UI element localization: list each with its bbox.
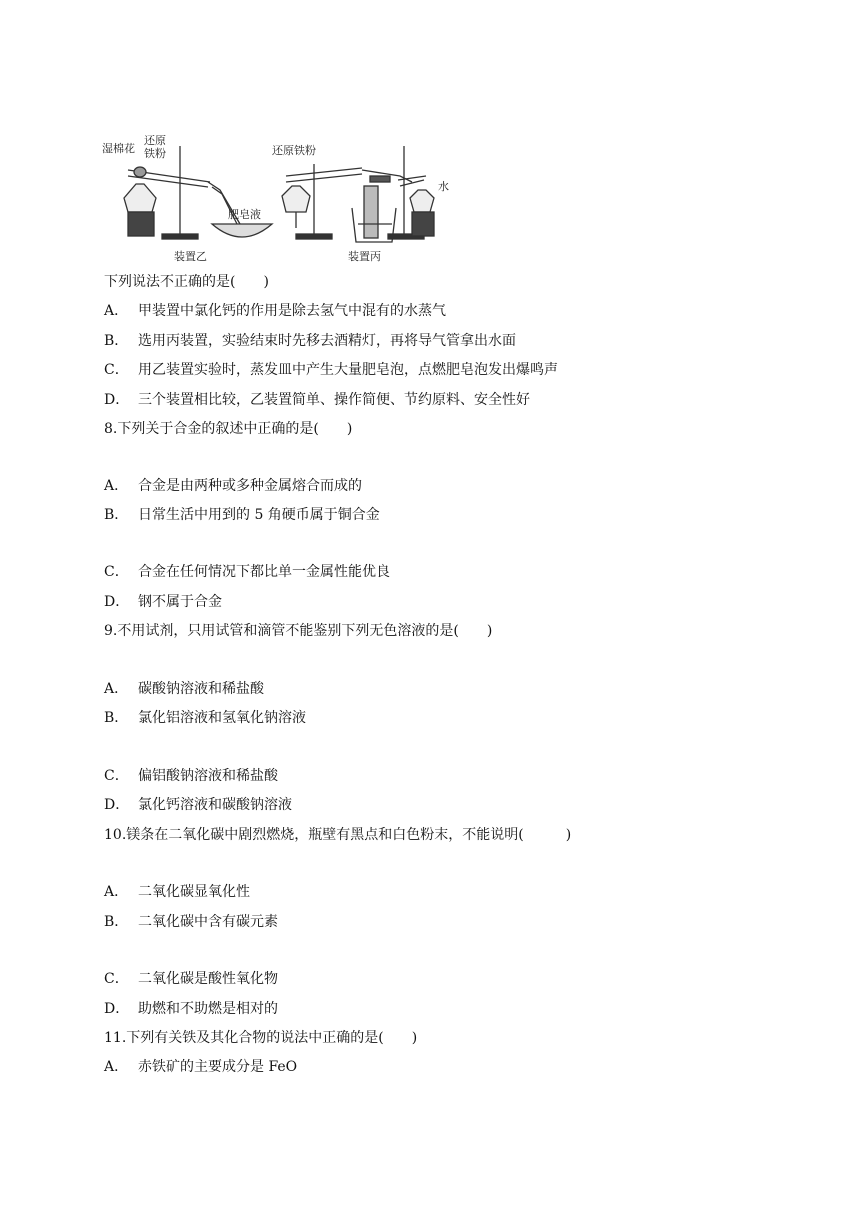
option-text: 氯化铝溶液和氢氧化钠溶液 [138, 710, 306, 726]
option-text: 选用丙装置，实验结束时先移去酒精灯，再将导气管拿出水面 [138, 333, 516, 349]
option-letter: D． [104, 594, 130, 610]
option-text: 二氧化碳是酸性氧化物 [138, 971, 278, 987]
option-text: 偏铝酸钠溶液和稀盐酸 [138, 768, 278, 784]
q11-stem: 11.下列有关铁及其化合物的说法中正确的是( ) [104, 1030, 418, 1046]
option-letter: A． [104, 303, 129, 319]
q7-option-b[interactable] [104, 331, 516, 351]
label-reduced-iron-c: 还原铁粉 [272, 144, 316, 157]
label-wet-cotton: 湿棉花 [102, 142, 135, 155]
q9-option-d[interactable] [104, 795, 292, 815]
apparatus-figure [100, 124, 460, 264]
option-text: 二氧化碳中含有碳元素 [138, 914, 278, 930]
q9-option-a[interactable] [104, 679, 264, 699]
caption-device-b: 装置乙 [174, 250, 207, 263]
q8-stem: 8.下列关于合金的叙述中正确的是( ) [104, 421, 353, 437]
option-text: 日常生活中用到的 5 角硬币属于铜合金 [138, 507, 380, 523]
option-letter: C． [104, 971, 129, 987]
option-text: 合金是由两种或多种金属熔合而成的 [138, 478, 362, 494]
option-letter: B． [104, 333, 129, 349]
option-text: 助燃和不助燃是相对的 [138, 1001, 278, 1017]
label-soap: 肥皂液 [228, 208, 261, 221]
caption-device-c: 装置丙 [348, 250, 381, 263]
option-text: 三个装置相比较，乙装置简单、操作简便、节约原料、安全性好 [138, 392, 530, 408]
q7-option-d[interactable] [104, 390, 530, 410]
q10-option-a[interactable] [104, 882, 250, 902]
q7-stem: 下列说法不正确的是( ) [104, 274, 269, 290]
q7-option-c[interactable] [104, 360, 558, 380]
option-letter: C． [104, 362, 129, 378]
q7-option-a[interactable] [104, 301, 446, 321]
option-text: 氯化钙溶液和碳酸钠溶液 [138, 797, 292, 813]
option-letter: A． [104, 884, 129, 900]
option-text: 钢不属于合金 [138, 594, 222, 610]
option-letter: D． [104, 797, 130, 813]
option-text: 甲装置中氯化钙的作用是除去氢气中混有的水蒸气 [138, 303, 446, 319]
q8-option-c[interactable] [104, 562, 390, 582]
option-text: 二氧化碳显氧化性 [138, 884, 250, 900]
q11-option-a[interactable] [104, 1057, 297, 1077]
label-reduced-2: 铁粉 [144, 147, 166, 160]
q9-option-c[interactable] [104, 766, 278, 786]
q9-option-b[interactable] [104, 708, 306, 728]
label-water: 水 [438, 180, 449, 193]
q10-option-b[interactable] [104, 912, 278, 932]
label-reduced-1: 还原 [144, 134, 166, 147]
option-letter: B． [104, 914, 129, 930]
q8-option-b[interactable] [104, 505, 380, 525]
option-letter: A． [104, 1059, 129, 1075]
q8-option-a[interactable] [104, 476, 362, 496]
option-letter: A． [104, 681, 129, 697]
option-letter: A． [104, 478, 129, 494]
option-letter: B． [104, 710, 129, 726]
q10-option-d[interactable] [104, 999, 278, 1019]
option-letter: C． [104, 564, 129, 580]
option-text: 合金在任何情况下都比单一金属性能优良 [138, 564, 390, 580]
q8-option-d[interactable] [104, 592, 222, 612]
option-text: 碳酸钠溶液和稀盐酸 [138, 681, 264, 697]
q10-option-c[interactable] [104, 969, 278, 989]
option-letter: C． [104, 768, 129, 784]
option-letter: D． [104, 1001, 130, 1017]
option-text: 用乙装置实验时，蒸发皿中产生大量肥皂泡，点燃肥皂泡发出爆鸣声 [138, 362, 558, 378]
q9-stem: 9.不用试剂，只用试管和滴管不能鉴别下列无色溶液的是( ) [104, 623, 493, 639]
option-text: 赤铁矿的主要成分是 FeO [138, 1059, 298, 1075]
q10-stem: 10.镁条在二氧化碳中剧烈燃烧，瓶壁有黑点和白色粉末，不能说明( ) [104, 827, 572, 843]
option-letter: B． [104, 507, 129, 523]
option-letter: D． [104, 392, 130, 408]
